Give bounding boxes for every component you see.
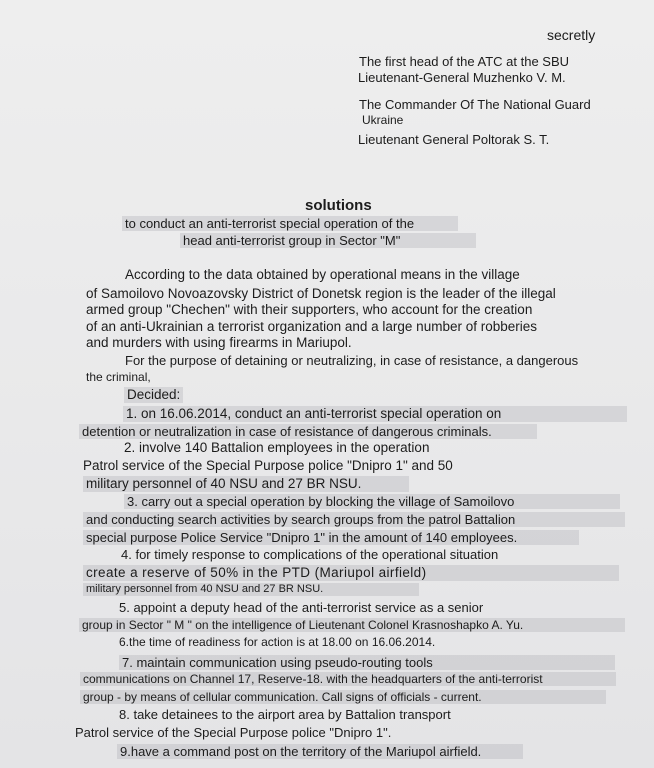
item-line: 1. on 16.06.2014, conduct an anti-terrorist special operation on <box>123 406 627 422</box>
item-line: detention or neutralization in case of resistance of dangerous criminals. <box>79 424 537 439</box>
item-line: Patrol service of the Special Purpose police "Dnipro 1" and 50 <box>83 458 453 473</box>
preamble-line: and murders with using firearms in Mariupol. <box>86 335 352 350</box>
preamble-line: armed group "Chechen" with their supporters, who account for the creation <box>86 302 533 317</box>
addressee-line: The Commander Of The National Guard <box>359 97 591 112</box>
item-line: 5. appoint a deputy head of the anti-terrorist service as a senior <box>119 600 484 615</box>
item-line: communications on Channel 17, Reserve-18. with the headquarters of the anti-terrorist <box>80 672 616 686</box>
item-line: 6.the time of readiness for action is at 18.00 on 16.06.2014. <box>119 635 436 649</box>
document-subtitle: head anti-terrorist group in Sector "M" <box>180 233 476 248</box>
item-line: create a reserve of 50% in the PTD (Mariupol airfield) <box>83 565 619 581</box>
item-line: 2. involve 140 Battalion employees in the operation <box>124 440 430 455</box>
item-line: group in Sector " M " on the intelligence of Lieutenant Colonel Krasnoshapko A. Yu. <box>79 618 625 632</box>
addressee-line: Lieutenant General Poltorak S. T. <box>358 132 550 147</box>
item-line: and conducting search activities by search groups from the patrol Battalion <box>83 512 625 527</box>
item-line: 7. maintain communication using pseudo-routing tools <box>119 655 615 670</box>
preamble-line: of an anti-Ukrainian a terrorist organization and a large number of robberies <box>86 319 537 334</box>
item-line: military personnel of 40 NSU and 27 BR NSU. <box>83 476 409 492</box>
addressee-line: Lieutenant-General Muzhenko V. M. <box>358 70 566 85</box>
item-line: special purpose Police Service "Dnipro 1" in the amount of 140 employees. <box>83 530 579 545</box>
item-line: 9.have a command post on the territory of the Mariupol airfield. <box>117 744 523 759</box>
preamble-line: the criminal, <box>86 370 151 384</box>
item-line: 8. take detainees to the airport area by Battalion transport <box>119 707 451 722</box>
preamble-line: For the purpose of detaining or neutralizing, in case of resistance, a dangerous <box>125 353 579 368</box>
addressee-line: Ukraine <box>362 113 404 127</box>
item-line: 4. for timely response to complications of the operational situation <box>121 547 499 562</box>
classification-mark: secretly <box>547 27 596 43</box>
item-line: Patrol service of the Special Purpose police "Dnipro 1". <box>75 725 392 740</box>
preamble-line: According to the data obtained by operational means in the village <box>125 267 520 282</box>
decided-heading: Decided: <box>124 387 183 403</box>
item-line: group - by means of cellular communication. Call signs of officials - current. <box>80 690 606 704</box>
item-line: military personnel from 40 NSU and 27 BR NSU. <box>83 583 419 596</box>
item-line: 3. carry out a special operation by blocking the village of Samoilovo <box>124 494 620 509</box>
document-subtitle: to conduct an anti-terrorist special operation of the <box>122 216 458 231</box>
preamble-line: of Samoilovo Novoazovsky District of Donetsk region is the leader of the illegal <box>86 286 556 301</box>
addressee-line: The first head of the ATC at the SBU <box>359 54 570 69</box>
document-title: solutions <box>305 197 372 214</box>
